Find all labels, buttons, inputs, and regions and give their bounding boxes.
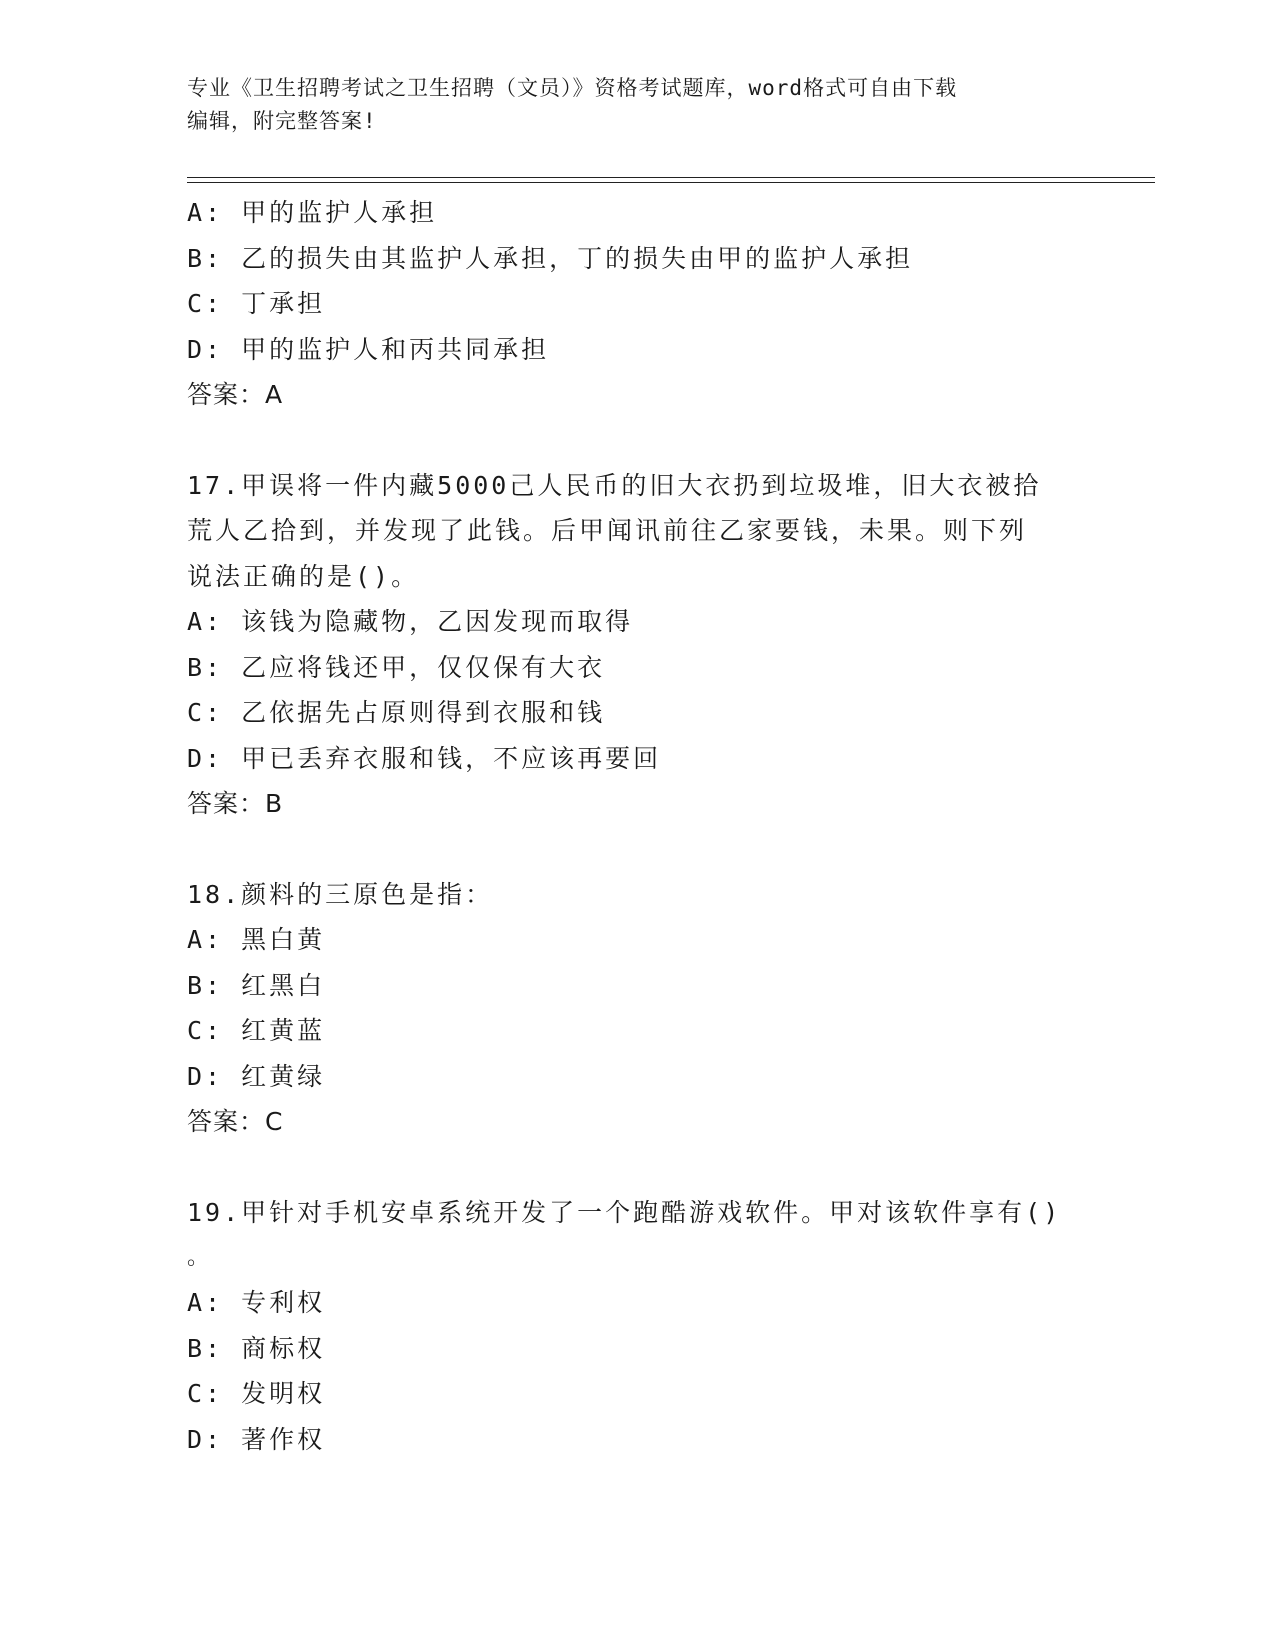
answer-line: 答案：C (187, 1107, 284, 1136)
option-b: B: 红黑白 (187, 970, 326, 1000)
question-spacer (187, 418, 1087, 463)
question-stem-line: 荒人乙拾到，并发现了此钱。后甲闻讯前往乙家要钱，未果。则下列 (187, 516, 1028, 545)
option-c: C: 发明权 (187, 1379, 326, 1408)
question-list (187, 190, 1087, 1462)
question-stem-line: 17.甲误将一件内藏5000己人民币的旧大衣扔到垃圾堆，旧大衣被拾 (187, 470, 1042, 500)
header-line-2: 编辑，附完整答案! (187, 109, 377, 133)
option-d: D: 甲的监护人和丙共同承担 (187, 334, 550, 364)
header-divider-bottom (187, 182, 1155, 183)
option-a: A: 该钱为隐藏物，乙因发现而取得 (187, 607, 634, 636)
question-stem-line: 19.甲针对手机安卓系统开发了一个跑酷游戏软件。甲对该软件享有() (187, 1197, 1062, 1227)
option-c: C: 丁承担 (187, 289, 326, 318)
option-a: A: 黑白黄 (187, 925, 326, 954)
question-stem-line: 18.颜料的三原色是指： (187, 879, 494, 909)
option-b: B: 乙应将钱还甲，仅仅保有大衣 (187, 652, 606, 682)
header-divider-top (187, 177, 1155, 178)
option-c: C: 红黄蓝 (187, 1016, 326, 1045)
header-line-1: 专业《卫生招聘考试之卫生招聘（文员）》资格考试题库，word格式可自由下载 (187, 76, 958, 100)
question-18 (187, 872, 1087, 1145)
option-c: C: 乙依据先占原则得到衣服和钱 (187, 698, 606, 727)
option-a: A: 专利权 (187, 1288, 326, 1317)
question-17 (187, 463, 1087, 827)
question-16 (187, 190, 1087, 418)
option-b: B: 商标权 (187, 1333, 326, 1363)
question-stem-line: 说法正确的是()。 (187, 561, 420, 591)
option-d: D: 红黄绿 (187, 1061, 326, 1091)
question-19 (187, 1190, 1087, 1463)
answer-line: 答案：A (187, 380, 284, 409)
question-stem-line: 。 (187, 1245, 213, 1270)
document-header (187, 72, 1087, 138)
option-b: B: 乙的损失由其监护人承担，丁的损失由甲的监护人承担 (187, 243, 914, 273)
option-a: A: 甲的监护人承担 (187, 198, 438, 227)
question-spacer (187, 827, 1087, 872)
question-spacer (187, 1145, 1087, 1190)
option-d: D: 著作权 (187, 1424, 326, 1454)
answer-line: 答案：B (187, 789, 284, 818)
option-d: D: 甲已丢弃衣服和钱，不应该再要回 (187, 743, 662, 773)
